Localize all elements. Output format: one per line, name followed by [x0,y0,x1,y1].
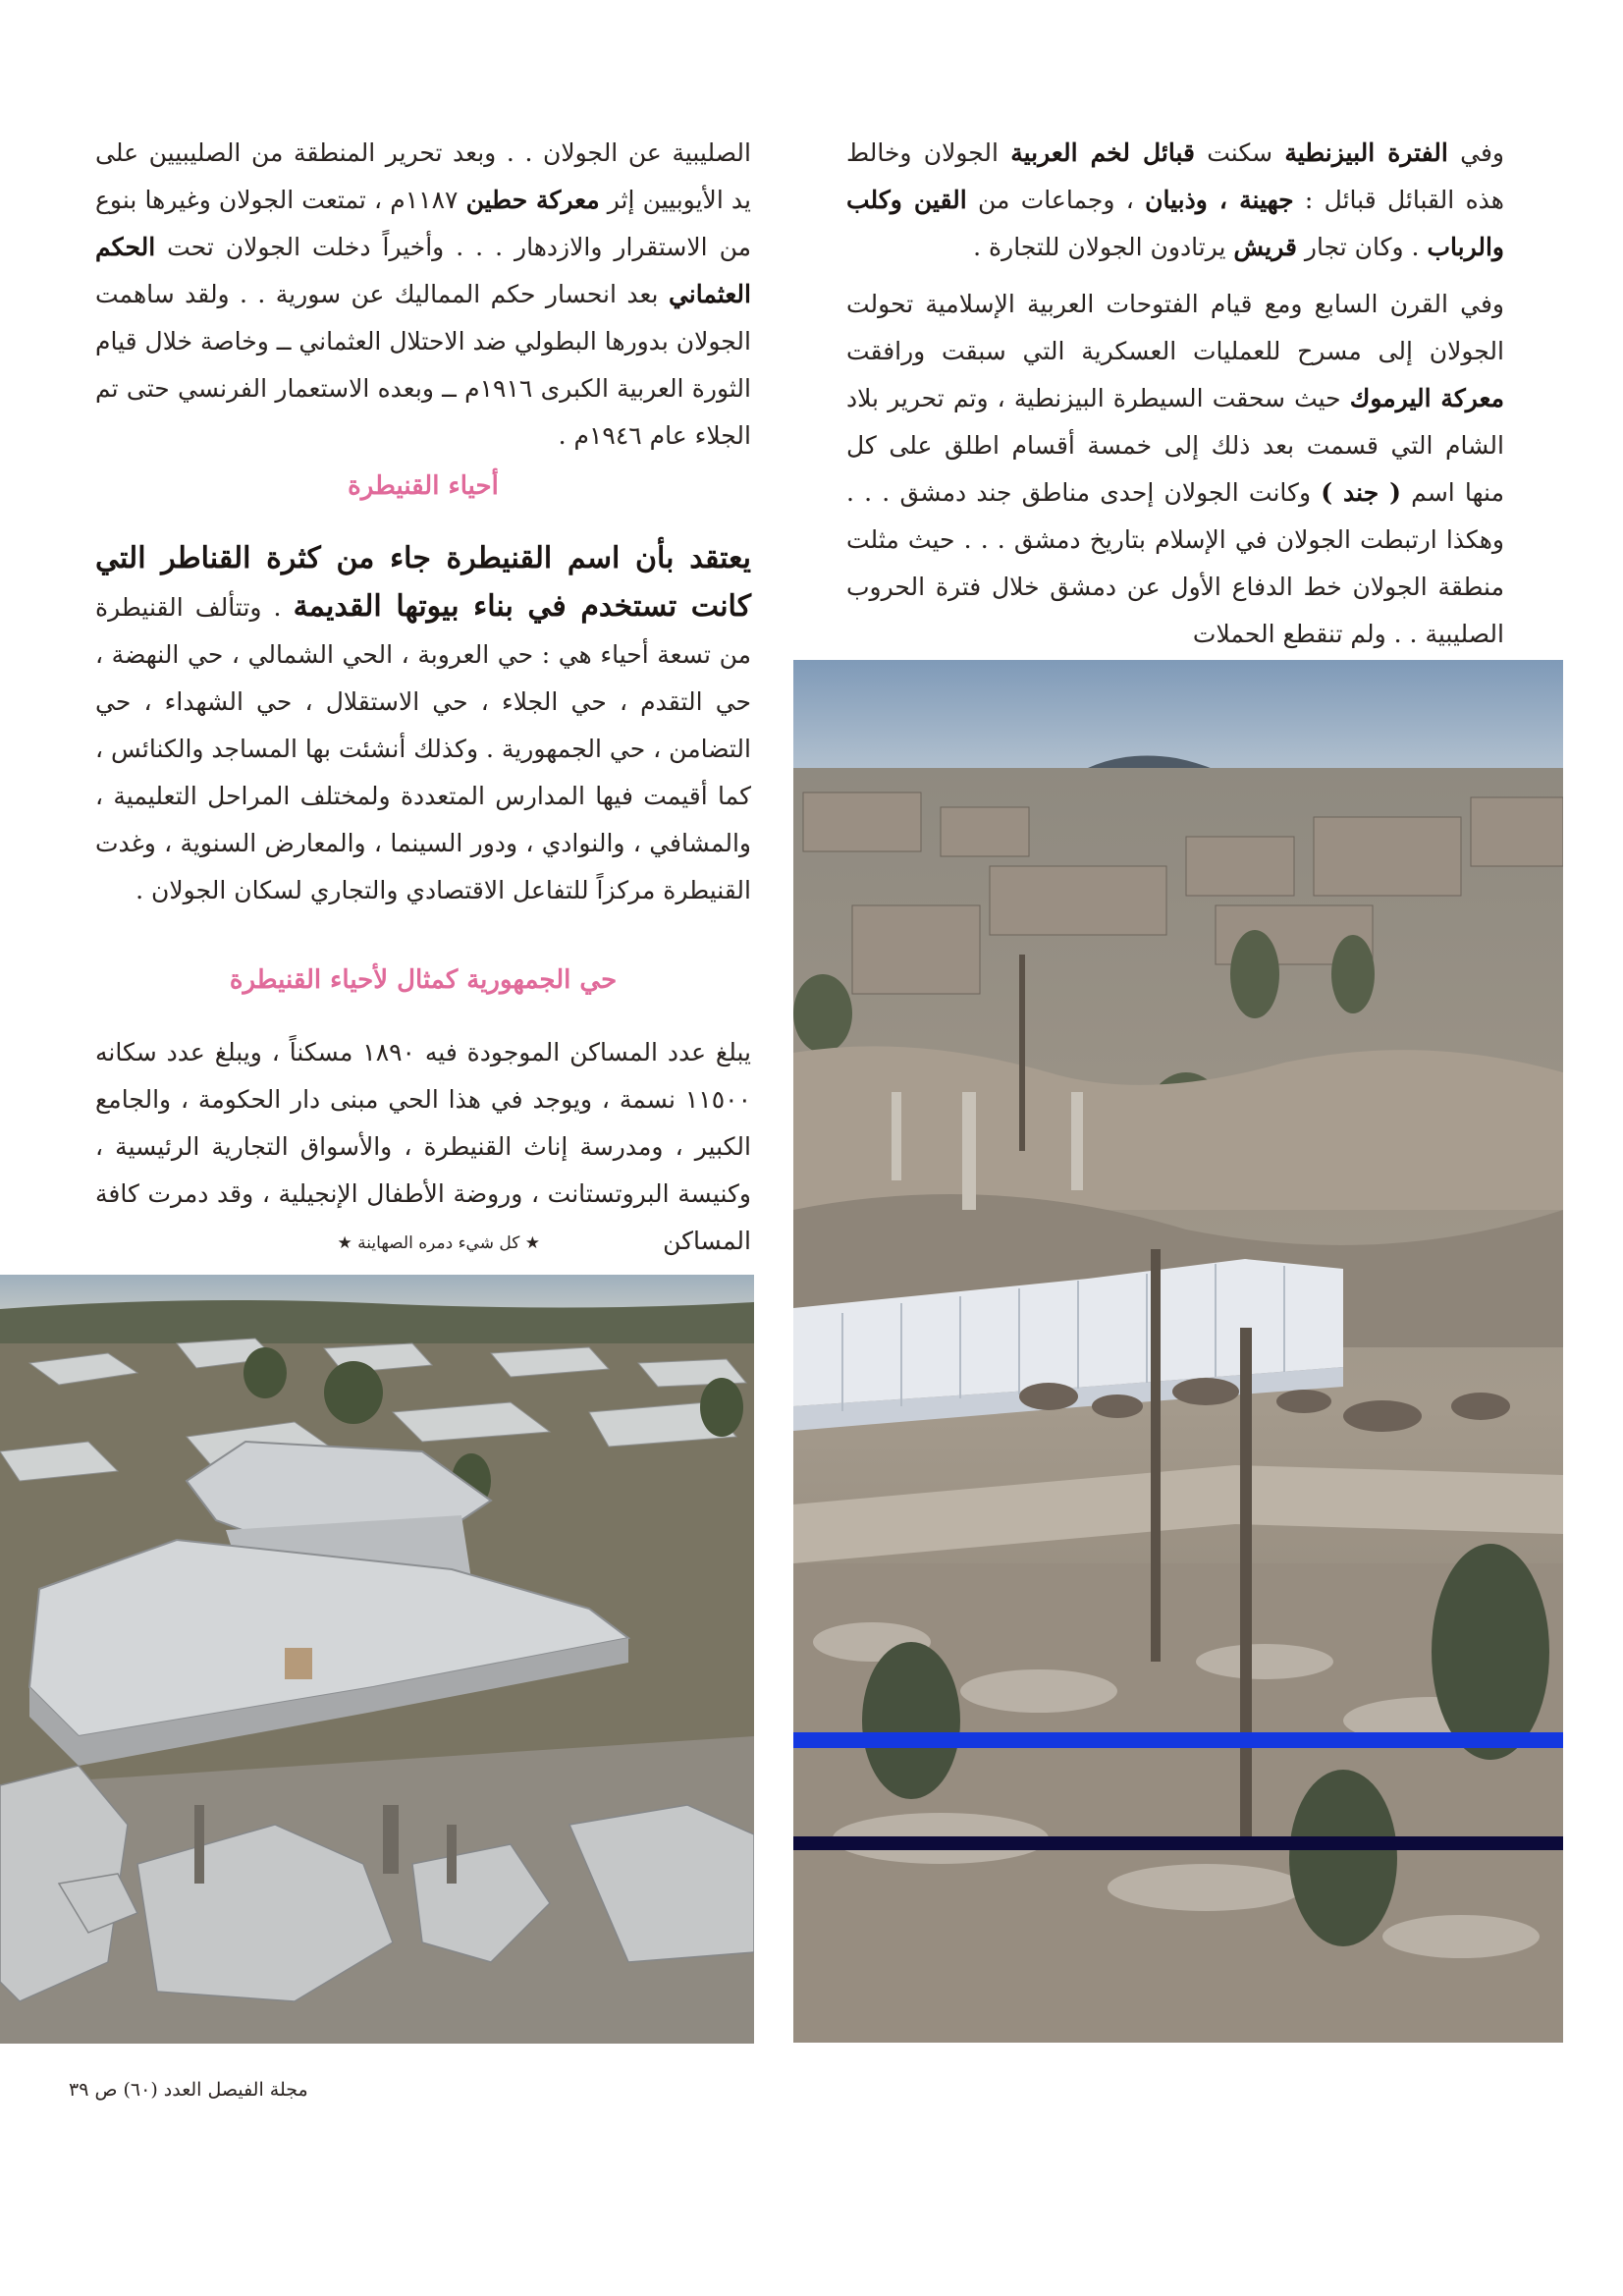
photo-ruined-town [793,660,1563,2043]
bold-term: الحكم العثماني [95,233,751,308]
text-run: ، وجماعات من [966,186,1146,214]
districts-body: . وتتألف القنيطرة من تسعة أحياء هي : حي العروبة ، الحي الشمالي ، حي النهضة ، حي التقدم ، حي الجلاء ، حي الاستقلال ، حي الشهداء ، حي التضامن ، حي الجمهورية . وكذلك أنشئت بها المساجد والكنائس ، كما أقيمت فيها المدارس المتعددة ولمختلف المراحل التعليمية ، والمشافي ، والنوادي ، ودور السينما ، والمعارض السنوية ، وغدت القنيطرة مركزاً للتفاعل الاقتصادي والتجاري لسكان الجولان . [95,593,751,904]
bold-term: ( جند ) [1321,478,1401,507]
bold-term: معركة اليرموك [1349,384,1504,412]
photo-collapsed-roofs [0,1275,754,2044]
right-column-text [846,130,1504,658]
section-heading-jumhuriya: حي الجمهورية كمثال لأحياء القنيطرة [229,965,618,995]
left-paragraph-1 [95,130,751,460]
bold-term: الفترة البيزنطية [1284,138,1448,167]
collapsed-roofs-image [0,1275,754,2044]
ruined-town-image [793,660,1563,2043]
text-run: بعد انحسار حكم المماليك عن سورية . . ولقد ساهمت الجولان بدورها البطولي ضد الاحتلال العثماني ــ وخاصة خلال قيام الثورة العربية الكبرى ١٩١٦م ــ وبعده الاستعمار الفرنسي حتى تم الجلاء عام ١٩٤٦م . [95,280,751,450]
section-heading-quneitra-districts: أحياء القنيطرة [348,471,499,501]
jumhuriya-paragraph: يبلغ عدد المساكن الموجودة فيه ١٨٩٠ مسكناً ، ويبلغ عدد سكانه ١١٥٠٠ نسمة ، ويوجد في هذا الحي مبنى دار الحكومة ، والجامع الكبير ، ومدرسة إناث القنيطرة ، والأسواق التجارية الرئيسية ، وكنيسة البروتستانت ، وروضة الأطفال الإنجيلية ، وقد دمرت كافة المساكن [95,1038,751,1255]
districts-paragraph [95,535,751,914]
lead-sentence: يعتقد بأن اسم القنيطرة جاء من كثرة القناطر التي كانت تستخدم في بناء بيوتها القديمة [95,541,751,624]
text-run: وكانت الجولان إحدى مناطق جند دمشق . . . وهكذا ارتبطت الجولان في الإسلام بتاريخ دمشق . . . حيث مثلت منطقة الجولان خط الدفاع الأول عن دمشق خلال فترة الحروب الصليبية . . ولم تنقطع الحملات [846,478,1504,648]
text-run: يرتادون الجولان للتجارة . [973,233,1234,261]
text-run: الصليبية عن الجولان . . وبعد تحرير المنطقة من الصليبيين على يد الأيوبيين إثر [95,138,751,214]
bold-term: جهينة ، وذبيان [1145,186,1294,214]
text-run: وفي القرن السابع ومع قيام الفتوحات العربية الإسلامية تحولت الجولان إلى مسرح للعمليات العسكرية التي سبقت ورافقت [846,290,1504,365]
text-run: سكنت [1194,138,1285,167]
bold-term: قبائل لخم العربية [1010,138,1195,167]
right-paragraph-2 [846,281,1504,658]
left-column-text [95,130,751,460]
text-run: الجولان وخالط هذه القبائل قبائل : [846,138,1504,214]
text-run: حيث سحقت السيطرة البيزنطية ، وتم تحرير بلاد الشام التي قسمت بعد ذلك إلى خمسة أقسام اطلق على كل منها اسم [846,384,1504,507]
text-run: ١١٨٧م ، تمتعت الجولان وغيرها بنوع من الاستقرار والازدهار . . . وأخيراً دخلت الجولان تحت [95,186,751,261]
page-footer: مجلة الفيصل العدد (٦٠) ص ٣٩ [69,2079,308,2101]
bold-term: القين وكلب والرباب [846,186,1504,261]
right-paragraph-1 [846,130,1504,271]
bold-term: قريش [1233,233,1297,261]
photo-caption: ★ كل شيء دمره الصهاينة ★ [337,1233,540,1253]
left-column-text-3 [95,1029,751,1265]
text-run: وفي [1447,138,1504,167]
bold-term: معركة حطين [465,186,600,214]
left-column-text-2 [95,535,751,914]
text-run: . وكان تجار [1296,233,1428,261]
